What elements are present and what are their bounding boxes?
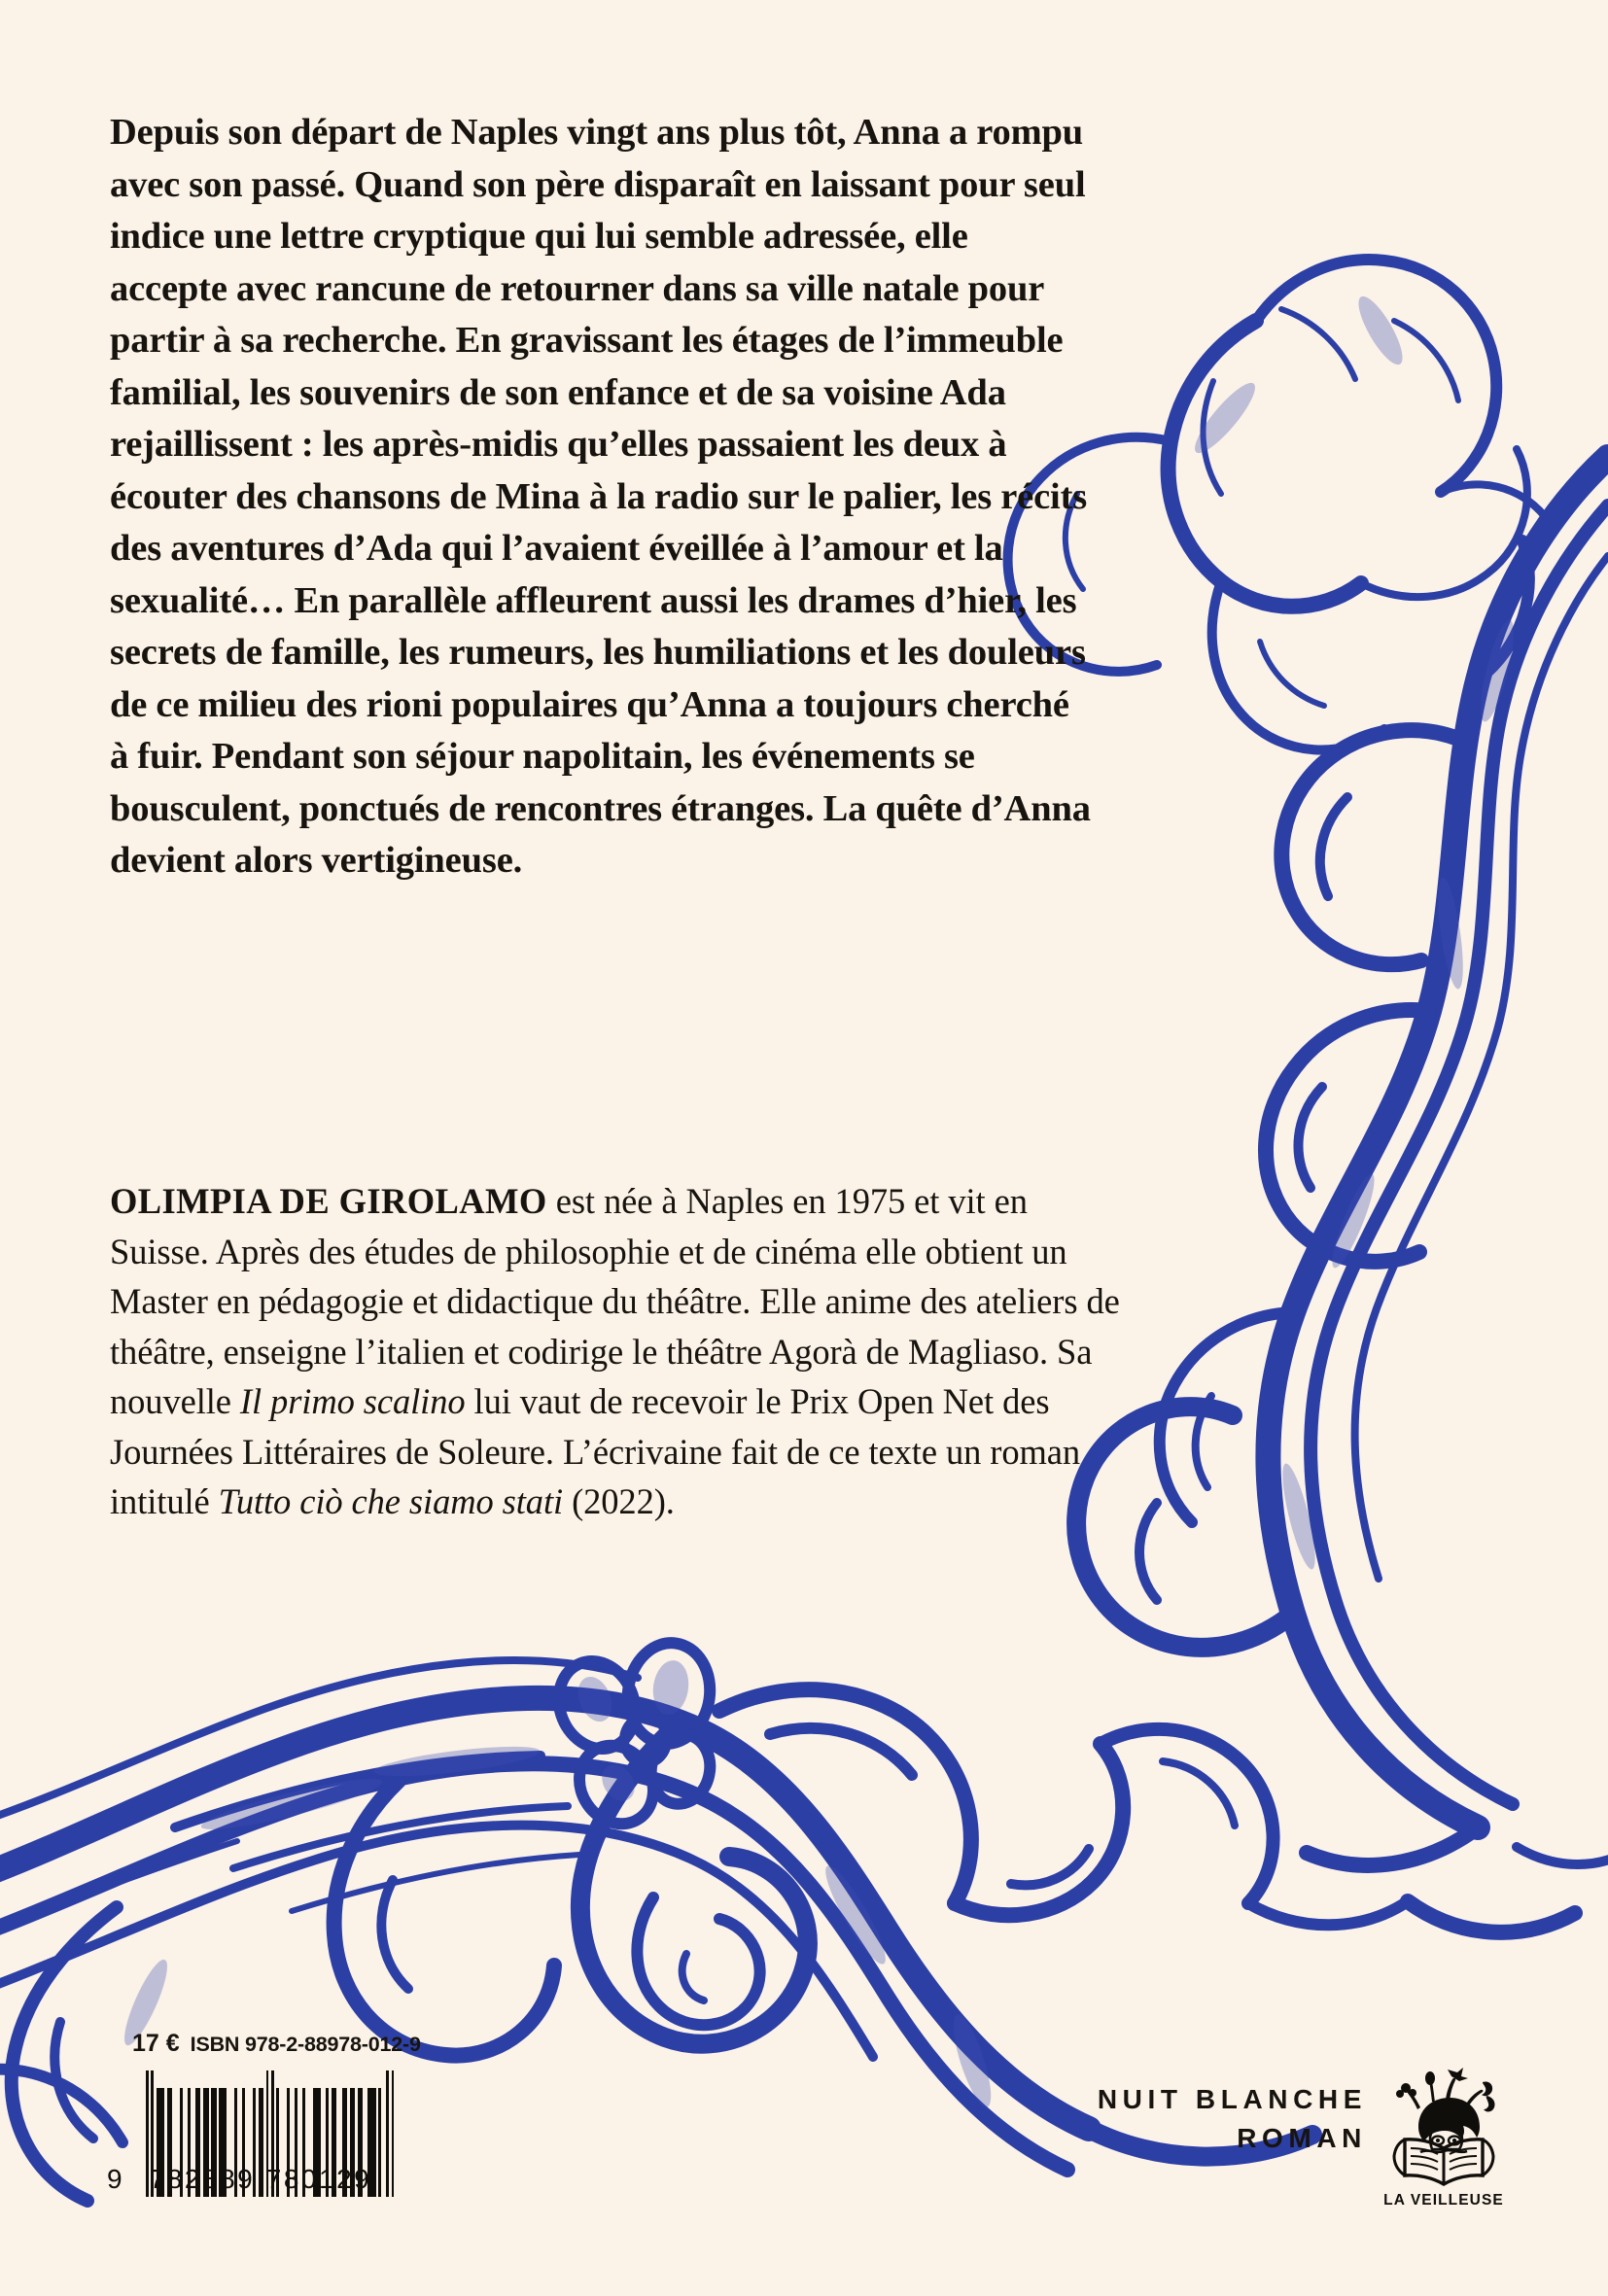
ornament-berry-cluster bbox=[546, 1638, 717, 1838]
blurb-paragraph bbox=[110, 107, 1092, 887]
barcode-lead-digit: 9 bbox=[107, 2164, 125, 2194]
ornament-right-column bbox=[1008, 260, 1608, 1865]
barcode-left-digits: 782889 bbox=[149, 2164, 256, 2194]
bio-part-1: est née à Naples en 1975 et vit en Suisse. Après des études de philosophie et de cinéma elle obtient un Master en pédagogie et didactique du théâtre. Elle anime des ateliers de théâtre, enseigne l’italien et codirige le théâtre Agorà de Magliaso. Sa nouvelle bbox=[110, 1181, 1120, 1421]
ean13-barcode bbox=[107, 2070, 395, 2195]
bio-work-title-1: Il primo scalino bbox=[239, 1381, 466, 1421]
imprint-line-2: ROMAN bbox=[1237, 2123, 1367, 2153]
isbn-line bbox=[132, 2030, 421, 2058]
bio-work-title-2: Tutto ciò che siamo stati bbox=[218, 1481, 564, 1521]
barcode-digits bbox=[107, 2164, 395, 2195]
publisher-logo-name: LA VEILLEUSE bbox=[1383, 2192, 1504, 2209]
blurb-text: Depuis son départ de Naples vingt ans plus tôt, Anna a rompu avec son passé. Quand son père disparaît en laissant pour seul indice une lettre cryptique qui lui semble adressée, elle accepte avec rancune de retourner dans sa ville natale pour partir à sa recherche. En gravissant les étages de l’immeuble familial, les souvenirs de son enfance et de sa voisine Ada rejaillissent : les après-midis qu’elles passaient les deux à écouter des chansons de Mina à la radio sur le palier, les récits des aventures d’Ada qui l’avaient éveillée à l’amour et la sexualité… En parallèle affleurent aussi les drames d’hier, les secrets de famille, les rumeurs, les humiliations et les douleurs de ce milieu des rioni populaires qu’Anna a toujours cherché à fuir. Pendant son séjour napolitain, les événements se bousculent, ponctués de rencontres étranges. La quête d’Anna devient alors vertigineuse. bbox=[110, 112, 1091, 881]
bio-part-2: lui vaut de recevoir le Prix Open Net des Journées Littéraires de Soleure. L’écrivaine fait de ce texte un roman intitulé bbox=[110, 1381, 1081, 1521]
isbn-label: ISBN 978-2-88978-012-9 bbox=[190, 2033, 421, 2056]
bio-part-3: (2022). bbox=[563, 1481, 675, 1521]
la-veilleuse-publisher-logo bbox=[1376, 2067, 1512, 2212]
price-label: 17 € bbox=[132, 2030, 180, 2057]
author-bio-paragraph bbox=[110, 1176, 1121, 1527]
author-name: OLIMPIA DE GIROLAMO bbox=[110, 1181, 547, 1221]
barcode-right-digits: 780129 bbox=[265, 2164, 372, 2194]
imprint-line-1: NUIT BLANCHE bbox=[1097, 2084, 1367, 2114]
imprint-collection bbox=[1095, 2080, 1367, 2158]
